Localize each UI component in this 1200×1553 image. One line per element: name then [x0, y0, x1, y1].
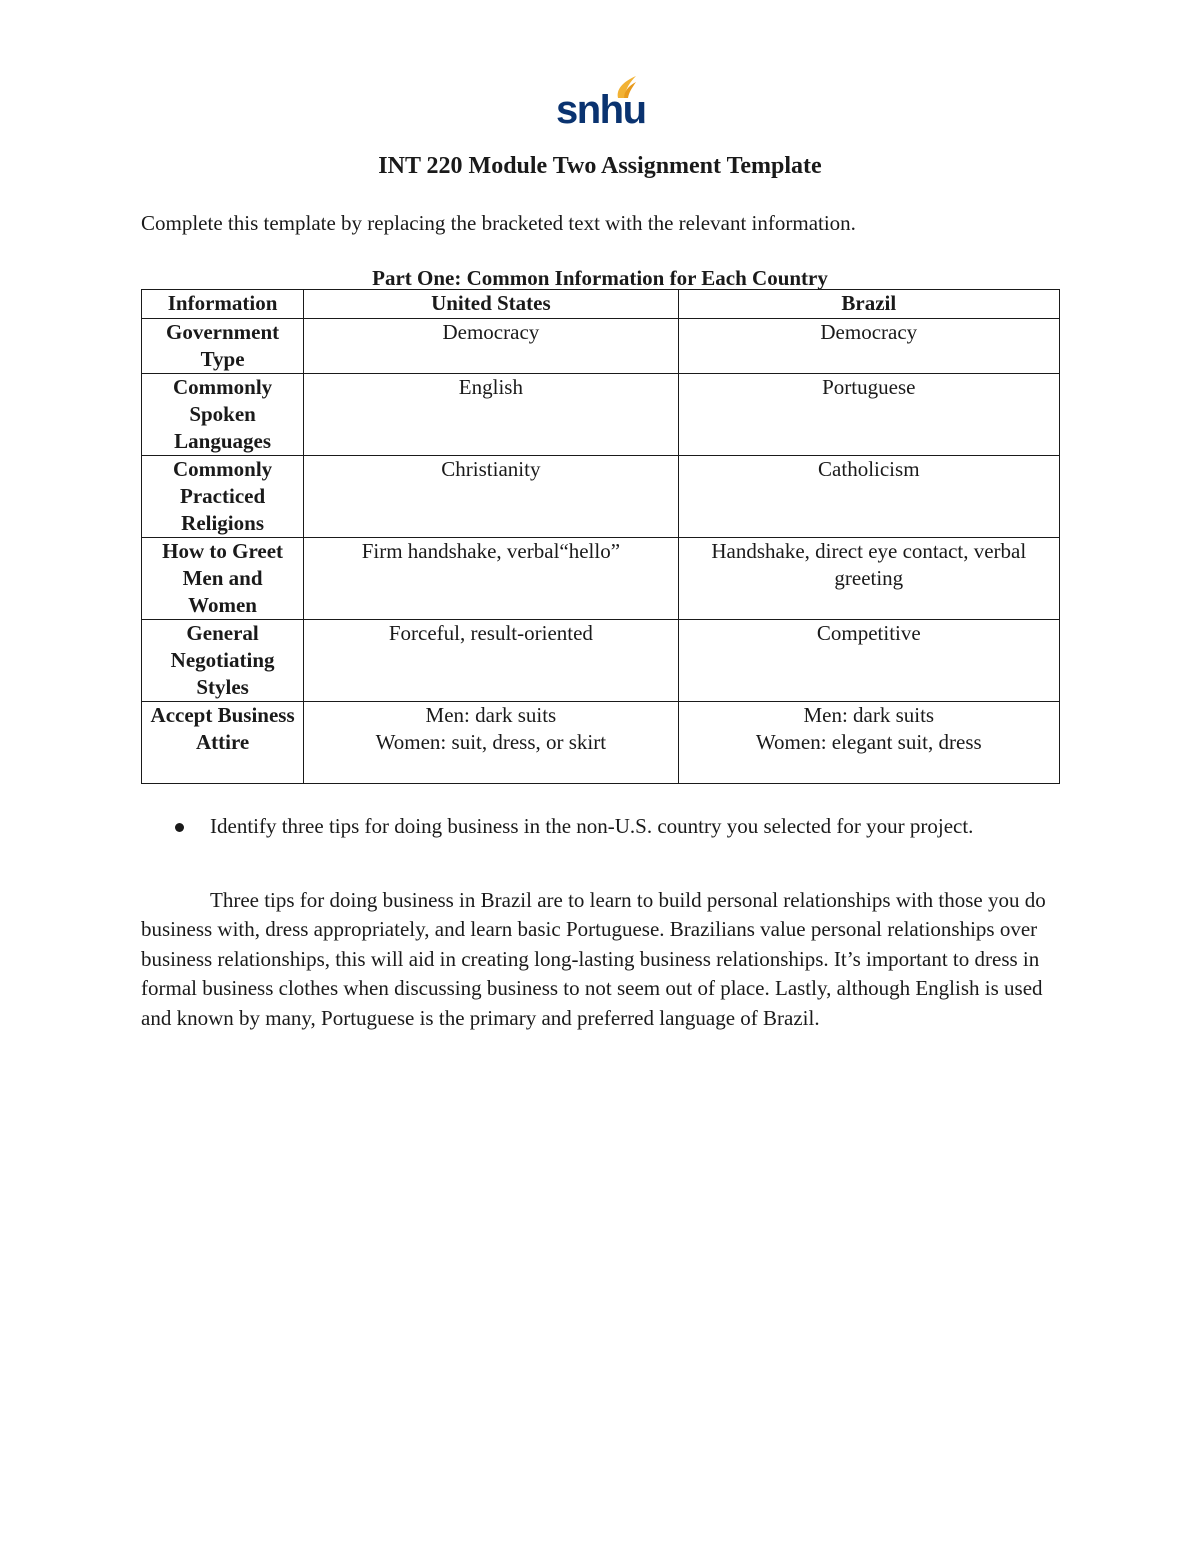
brazil-cell [678, 702, 1059, 784]
brazil-cell: Democracy [678, 319, 1059, 374]
bullet-icon [175, 823, 184, 832]
header-information: Information [142, 290, 304, 319]
us-attire-men: Men: dark suits [425, 703, 557, 727]
brazil-attire-men: Men: dark suits [803, 703, 935, 727]
row-label: Government Type [142, 319, 304, 374]
snhu-logo [556, 74, 646, 132]
table-row [142, 538, 1060, 620]
us-cell [304, 702, 678, 784]
page-title: INT 220 Module Two Assignment Template [378, 153, 822, 179]
row-label: Commonly Spoken Languages [142, 374, 304, 456]
instructions-text: Complete this template by replacing the bracketed text with the relevant information. [141, 211, 856, 235]
brazil-cell: Portuguese [678, 374, 1059, 456]
us-cell: Christianity [304, 456, 678, 538]
header-united-states: United States [304, 290, 678, 319]
brazil-cell: Catholicism [678, 456, 1059, 538]
table-row [142, 620, 1060, 702]
answer-paragraph: Three tips for doing business in Brazil are to learn to build personal relationships with those you do business with, dress appropriately, and learn basic Portuguese. Brazilians value personal relationships over business relationships, this will aid in creating long-lasting business relationships. It’s important to dress in formal business clothes when discussing business to not seem out of place. Lastly, although English is used and known by many, Portuguese is the primary and preferred language of Brazil. [141, 888, 1046, 1030]
brazil-attire-women: Women: elegant suit, dress [755, 730, 982, 754]
row-label: General Negotiating Styles [142, 620, 304, 702]
table-row [142, 374, 1060, 456]
brazil-cell: Competitive [678, 620, 1059, 702]
row-label: How to Greet Men and Women [142, 538, 304, 620]
table-row [142, 319, 1060, 374]
row-label: Commonly Practiced Religions [142, 456, 304, 538]
table-caption: Part One: Common Information for Each Country [372, 266, 828, 290]
table-row [142, 456, 1060, 538]
logo-text: snhu [556, 88, 646, 132]
header-brazil: Brazil [678, 290, 1059, 319]
brazil-cell: Handshake, direct eye contact, verbal greeting [678, 538, 1059, 620]
country-info-table [141, 289, 1060, 784]
bullet-text: Identify three tips for doing business in the non-U.S. country you selected for your project. [210, 814, 974, 838]
us-cell: Forceful, result-oriented [304, 620, 678, 702]
table-row [142, 702, 1060, 784]
us-cell: Firm handshake, verbal“hello” [304, 538, 678, 620]
us-cell: Democracy [304, 319, 678, 374]
us-attire-women: Women: suit, dress, or skirt [375, 730, 607, 754]
us-cell: English [304, 374, 678, 456]
table-header-row [142, 290, 1060, 319]
row-label: Accept Business Attire [142, 702, 304, 784]
